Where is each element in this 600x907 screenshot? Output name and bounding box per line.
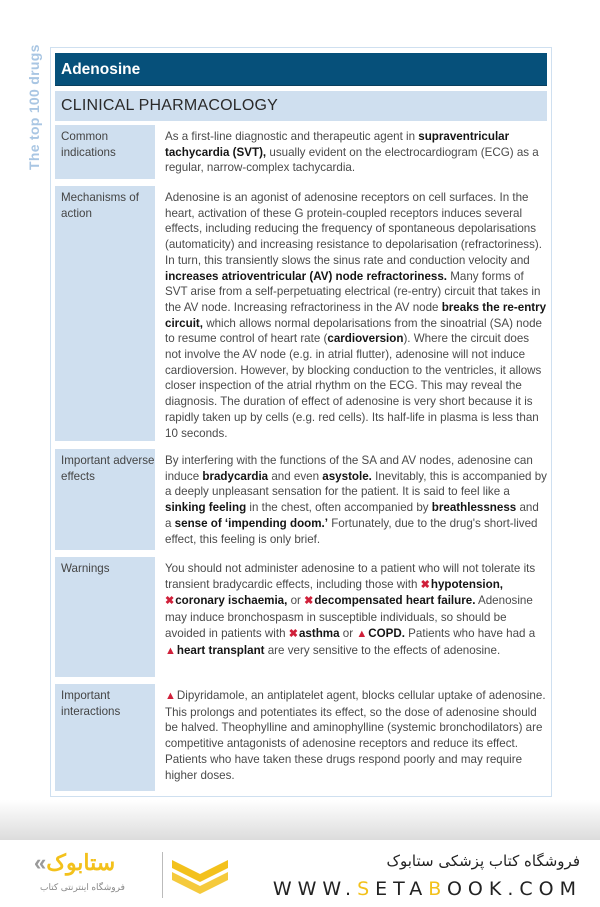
key-term: COPD. [368,626,405,640]
page-bottom-shadow [0,800,600,840]
logo-divider [162,852,163,898]
drug-monograph-box [50,47,552,797]
row-body: By interfering with the functions of the SA and AV nodes, adenosine can induce bradycardia and even asystole. Inevitably, this is accompanied by a deeply unpleasant sensation for the patient. It is said to feel like a sinking feeling in the chest, often accompanied by breathlessness and a sense of ‘impending doom.’ Fortunately, due to the drug's short-lived effect, this feeling is only brief. [165,454,547,546]
row-label: Mechanisms of action [55,186,155,441]
key-term: cardioversion [327,332,404,346]
store-url-link[interactable]: WWW.SETABOOK.COM [272,878,582,900]
row-label: Important adverse effects [55,449,155,550]
running-header: The top 100 drugs [26,44,42,170]
key-term: hypotension, [430,577,503,591]
key-term: breathlessness [431,501,517,515]
row-warnings [55,557,547,677]
key-term: increases atrioventricular (AV) node refractoriness. [165,269,448,283]
key-term: coronary ischaemia, [175,594,288,608]
contraindication-cross-icon: ✖ [304,595,314,608]
row-label: Warnings [55,557,155,677]
key-term: supraventricular tachycardia (SVT), [165,130,510,159]
key-term: asthma [298,626,340,640]
row-body: You should not administer adenosine to a patient who will not tolerate its transient bradycardic effects, including those with ✖hypotension, ✖coronary ischaemia, or ✖decompensated heart failure. Adenosine may induce bronchospasm in susceptible individuals, so should be avoided in patients with ✖asthma or ▲COPD. Patients who have had a ▲heart transplant are very sensitive to the effects of adenosine. [165,562,536,657]
brand-tagline: فروشگاه اینترنتی کتاب [40,882,125,892]
key-term: bradycardia [202,469,269,483]
key-term: decompensated heart failure. [314,594,476,608]
row-body: As a first-line diagnostic and therapeutic agent in supraventricular tachycardia (SVT), usually evident on the electrocardiogram (ECG) as a regular, narrow-complex tachycardia. [165,130,539,175]
row-label: Common indications [55,125,155,179]
caution-triangle-icon: ▲ [165,690,176,702]
publisher-footer [0,840,600,907]
row-adverse-effects [55,449,547,550]
row-interactions [55,684,547,791]
contraindication-cross-icon: ✖ [165,595,175,608]
store-name: فروشگاه کتاب پزشکی ستابوک [386,852,580,870]
key-term: sinking feeling [165,501,247,515]
chevrons-icon: « [34,850,47,875]
caution-triangle-icon: ▲ [356,627,368,640]
key-term: breaks the re-entry circuit, [165,300,547,330]
drug-title: Adenosine [55,53,547,86]
row-mechanisms-of-action [55,186,547,441]
key-term: asystole. [322,469,372,483]
caution-triangle-icon: ▲ [165,644,176,657]
brand-chevron-logo-icon[interactable] [172,854,228,894]
brand-logo-text[interactable]: «ستابوک [34,850,116,875]
section-heading: CLINICAL PHARMACOLOGY [55,91,547,121]
contraindication-cross-icon: ✖ [420,578,430,591]
key-term: heart transplant [176,643,265,657]
row-label: Important interactions [55,684,155,791]
row-body: Adenosine is an agonist of adenosine receptors on cell surfaces. In the heart, activation of these G protein-coupled receptors induces several effects, including reducing the frequency of spontaneous depolarisations (automaticity) and increasing resistance to depolarisation (refractoriness). In turn, this transiently slows the sinus rate and conduction velocity and increases atrioventricular (AV) node refractoriness. Many forms of SVT arise from a self-perpetuating electrical (re-entry) circuit that takes in the AV node. Increasing refractoriness in the AV node breaks the re-entry circuit, which allows normal depolarisations from the sinoatrial (SA) node to resume control of heart rate (cardioversion). Where the circuit does not involve the AV node (e.g. in atrial flutter), adenosine will not induce cardioversion. However, by blocking conduction to the ventricles, it allows closer inspection of the atrial rhythm on the ECG. This may reveal the diagnosis. The duration of effect of adenosine is very short because it is rapidly taken up by cells (e.g. red cells). Its half-life in plasma is less than 10 seconds. [165,191,547,440]
row-common-indications [55,125,547,179]
row-body: ▲Dipyridamole, an antiplatelet agent, blocks cellular uptake of adenosine. This prolongs and potentiates its effect, so the dose of adenosine should be halved. Theophylline and aminophylline (systemic bronchodilators) are competitive antagonists of adenosine receptors and reduce its effect. Patients who have taken these drugs respond poorly and may require higher doses. [165,689,546,782]
contraindication-cross-icon: ✖ [288,627,298,640]
key-term: sense of ‘impending doom.’ [174,516,328,530]
